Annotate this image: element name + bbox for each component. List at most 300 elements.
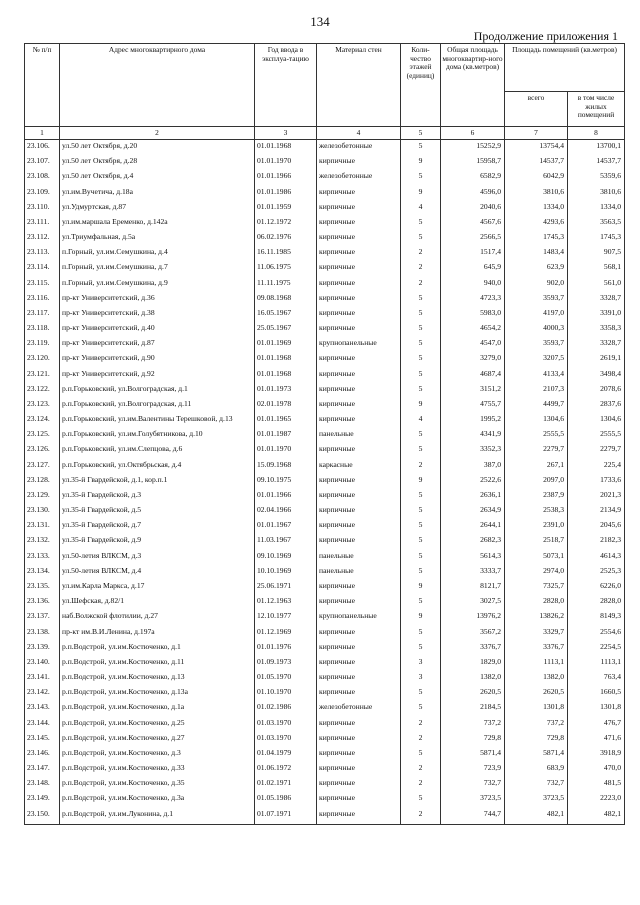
floor-count: 5 bbox=[401, 687, 441, 702]
header-premises-area: Площадь помещений (кв.метров) bbox=[505, 44, 625, 92]
floor-count: 5 bbox=[401, 369, 441, 384]
wall-material: кирпичные bbox=[317, 278, 401, 293]
address: п.Горный, ул.им.Семушкина, д.4 bbox=[60, 247, 255, 262]
table-row bbox=[25, 672, 625, 687]
premises-area-all: 3207,5 bbox=[505, 353, 568, 368]
commissioning-date: 11.11.1975 bbox=[255, 278, 317, 293]
premises-area-all: 2387,9 bbox=[505, 490, 568, 505]
table-row bbox=[25, 718, 625, 733]
row-number: 23.121. bbox=[25, 369, 60, 384]
header-year: Год ввода в эксплуа-тацию bbox=[255, 44, 317, 127]
row-number: 23.114. bbox=[25, 262, 60, 277]
row-number: 23.148. bbox=[25, 778, 60, 793]
table-row bbox=[25, 733, 625, 748]
premises-area-all: 2555,5 bbox=[505, 429, 568, 444]
premises-area-all: 1301,8 bbox=[505, 702, 568, 717]
total-area: 3567,2 bbox=[441, 627, 505, 642]
row-number: 23.109. bbox=[25, 187, 60, 202]
commissioning-date: 01.01.1973 bbox=[255, 384, 317, 399]
table-row bbox=[25, 657, 625, 672]
total-area: 645,9 bbox=[441, 262, 505, 277]
row-number: 23.124. bbox=[25, 414, 60, 429]
floor-count: 9 bbox=[401, 156, 441, 171]
total-area: 2040,6 bbox=[441, 202, 505, 217]
wall-material: железобетонные bbox=[317, 140, 401, 157]
wall-material: кирпичные bbox=[317, 505, 401, 520]
address: р.п.Водстрой, ул.им.Костюченко, д.3 bbox=[60, 748, 255, 763]
address: пр-кт Университетский, д.87 bbox=[60, 338, 255, 353]
total-area: 15958,7 bbox=[441, 156, 505, 171]
residential-area: 907,5 bbox=[568, 247, 625, 262]
premises-area-all: 1113,1 bbox=[505, 657, 568, 672]
wall-material: панельные bbox=[317, 429, 401, 444]
row-number: 23.134. bbox=[25, 566, 60, 581]
floor-count: 2 bbox=[401, 733, 441, 748]
address: п.Горный, ул.им.Семушкина, д.7 bbox=[60, 262, 255, 277]
floor-count: 2 bbox=[401, 247, 441, 262]
total-area: 5614,3 bbox=[441, 551, 505, 566]
row-number: 23.110. bbox=[25, 202, 60, 217]
floor-count: 2 bbox=[401, 460, 441, 475]
address: р.п.Водстрой, ул.им.Костюченко, д.25 bbox=[60, 718, 255, 733]
commissioning-date: 02.01.1978 bbox=[255, 399, 317, 414]
header-floors: Коли-чество этажей (единиц) bbox=[401, 44, 441, 127]
wall-material: кирпичные bbox=[317, 444, 401, 459]
wall-material: крупнопанельные bbox=[317, 338, 401, 353]
residential-area: 568,1 bbox=[568, 262, 625, 277]
address: ул.им.маршала Еременко, д.142а bbox=[60, 217, 255, 232]
premises-area-all: 732,7 bbox=[505, 778, 568, 793]
total-area: 744,7 bbox=[441, 809, 505, 825]
row-number: 23.136. bbox=[25, 596, 60, 611]
total-area: 387,0 bbox=[441, 460, 505, 475]
row-number: 23.138. bbox=[25, 627, 60, 642]
table-row bbox=[25, 262, 625, 277]
total-area: 4567,6 bbox=[441, 217, 505, 232]
residential-area: 2045,6 bbox=[568, 520, 625, 535]
address: ул.50 лет Октября, д.4 bbox=[60, 171, 255, 186]
premises-area-all: 2828,0 bbox=[505, 596, 568, 611]
residential-area: 471,6 bbox=[568, 733, 625, 748]
col-number: 1 bbox=[25, 127, 60, 140]
address: р.п.Горьковский, ул.им.Слепцова, д.6 bbox=[60, 444, 255, 459]
commissioning-date: 01.02.1971 bbox=[255, 778, 317, 793]
premises-area-all: 13826,2 bbox=[505, 611, 568, 626]
address: ул.35-й Гвардейской, д.5 bbox=[60, 505, 255, 520]
wall-material: кирпичные bbox=[317, 687, 401, 702]
commissioning-date: 01.06.1972 bbox=[255, 763, 317, 778]
table-row bbox=[25, 642, 625, 657]
residential-area: 2134,9 bbox=[568, 505, 625, 520]
row-number: 23.130. bbox=[25, 505, 60, 520]
address: р.п.Горьковский, ул.им.Валентины Терешковой, д.13 bbox=[60, 414, 255, 429]
commissioning-date: 01.01.1965 bbox=[255, 414, 317, 429]
row-number: 23.116. bbox=[25, 293, 60, 308]
premises-area-all: 2097,0 bbox=[505, 475, 568, 490]
wall-material: кирпичные bbox=[317, 293, 401, 308]
total-area: 2682,3 bbox=[441, 535, 505, 550]
wall-material: кирпичные bbox=[317, 369, 401, 384]
wall-material: кирпичные bbox=[317, 778, 401, 793]
residential-area: 2078,6 bbox=[568, 384, 625, 399]
table-row bbox=[25, 490, 625, 505]
address: ул.35-й Гвардейской, д.7 bbox=[60, 520, 255, 535]
premises-area-all: 2391,0 bbox=[505, 520, 568, 535]
floor-count: 5 bbox=[401, 793, 441, 808]
premises-area-all: 2620,5 bbox=[505, 687, 568, 702]
floor-count: 2 bbox=[401, 763, 441, 778]
wall-material: кирпичные bbox=[317, 384, 401, 399]
premises-area-all: 4000,3 bbox=[505, 323, 568, 338]
residential-area: 1334,0 bbox=[568, 202, 625, 217]
premises-area-all: 13754,4 bbox=[505, 140, 568, 157]
residential-area: 2554,6 bbox=[568, 627, 625, 642]
wall-material: кирпичные bbox=[317, 809, 401, 825]
premises-area-all: 3810,6 bbox=[505, 187, 568, 202]
total-area: 2644,1 bbox=[441, 520, 505, 535]
floor-count: 5 bbox=[401, 353, 441, 368]
total-area: 1829,0 bbox=[441, 657, 505, 672]
total-area: 3027,5 bbox=[441, 596, 505, 611]
premises-area-all: 5871,4 bbox=[505, 748, 568, 763]
wall-material: кирпичные bbox=[317, 672, 401, 687]
address: р.п.Водстрой, ул.им.Костюченко, д.35 bbox=[60, 778, 255, 793]
table-row bbox=[25, 444, 625, 459]
header-residential: в том числе жилых помещений bbox=[568, 92, 625, 127]
premises-area-all: 683,9 bbox=[505, 763, 568, 778]
row-number: 23.118. bbox=[25, 323, 60, 338]
commissioning-date: 01.12.1969 bbox=[255, 627, 317, 642]
address: ул.Триумфальная, д.5а bbox=[60, 232, 255, 247]
address: р.п.Горьковский, ул.Волгоградская, д.11 bbox=[60, 399, 255, 414]
floor-count: 3 bbox=[401, 672, 441, 687]
floor-count: 5 bbox=[401, 490, 441, 505]
premises-area-all: 2974,0 bbox=[505, 566, 568, 581]
wall-material: кирпичные bbox=[317, 733, 401, 748]
total-area: 6582,9 bbox=[441, 171, 505, 186]
commissioning-date: 02.04.1966 bbox=[255, 505, 317, 520]
residential-area: 2525,3 bbox=[568, 566, 625, 581]
row-number: 23.123. bbox=[25, 399, 60, 414]
row-number: 23.128. bbox=[25, 475, 60, 490]
commissioning-date: 01.01.1970 bbox=[255, 156, 317, 171]
row-number: 23.132. bbox=[25, 535, 60, 550]
address: р.п.Водстрой, ул.им.Костюченко, д.27 bbox=[60, 733, 255, 748]
wall-material: кирпичные bbox=[317, 793, 401, 808]
table-row bbox=[25, 232, 625, 247]
col-number: 5 bbox=[401, 127, 441, 140]
row-number: 23.141. bbox=[25, 672, 60, 687]
premises-area-all: 2107,3 bbox=[505, 384, 568, 399]
table-row bbox=[25, 338, 625, 353]
row-number: 23.129. bbox=[25, 490, 60, 505]
floor-count: 4 bbox=[401, 202, 441, 217]
floor-count: 2 bbox=[401, 809, 441, 825]
premises-area-all: 3723,5 bbox=[505, 793, 568, 808]
address: пр-кт им.В.И.Ленина, д.197а bbox=[60, 627, 255, 642]
commissioning-date: 15.09.1968 bbox=[255, 460, 317, 475]
commissioning-date: 25.06.1971 bbox=[255, 581, 317, 596]
wall-material: кирпичные bbox=[317, 763, 401, 778]
row-number: 23.119. bbox=[25, 338, 60, 353]
table-row bbox=[25, 369, 625, 384]
row-number: 23.144. bbox=[25, 718, 60, 733]
commissioning-date: 09.10.1969 bbox=[255, 551, 317, 566]
floor-count: 5 bbox=[401, 444, 441, 459]
commissioning-date: 09.08.1968 bbox=[255, 293, 317, 308]
floor-count: 5 bbox=[401, 384, 441, 399]
floor-count: 5 bbox=[401, 323, 441, 338]
commissioning-date: 10.10.1969 bbox=[255, 566, 317, 581]
residential-area: 3391,0 bbox=[568, 308, 625, 323]
commissioning-date: 01.12.1972 bbox=[255, 217, 317, 232]
floor-count: 5 bbox=[401, 520, 441, 535]
commissioning-date: 12.10.1977 bbox=[255, 611, 317, 626]
commissioning-date: 01.02.1986 bbox=[255, 702, 317, 717]
table-row bbox=[25, 414, 625, 429]
residential-area: 2837,6 bbox=[568, 399, 625, 414]
wall-material: кирпичные bbox=[317, 596, 401, 611]
row-number: 23.115. bbox=[25, 278, 60, 293]
residential-area: 6226,0 bbox=[568, 581, 625, 596]
table-row bbox=[25, 611, 625, 626]
wall-material: кирпичные bbox=[317, 232, 401, 247]
col-number: 3 bbox=[255, 127, 317, 140]
apartment-buildings-table bbox=[24, 43, 625, 825]
floor-count: 3 bbox=[401, 657, 441, 672]
floor-count: 5 bbox=[401, 551, 441, 566]
address: п.Горный, ул.им.Семушкина, д.9 bbox=[60, 278, 255, 293]
floor-count: 5 bbox=[401, 232, 441, 247]
total-area: 2566,5 bbox=[441, 232, 505, 247]
premises-area-all: 7325,7 bbox=[505, 581, 568, 596]
commissioning-date: 01.01.1967 bbox=[255, 520, 317, 535]
premises-area-all: 3376,7 bbox=[505, 642, 568, 657]
table-row bbox=[25, 475, 625, 490]
residential-area: 8149,3 bbox=[568, 611, 625, 626]
wall-material: кирпичные bbox=[317, 642, 401, 657]
commissioning-date: 01.01.1968 bbox=[255, 369, 317, 384]
table-row bbox=[25, 566, 625, 581]
table-row bbox=[25, 778, 625, 793]
total-area: 4596,0 bbox=[441, 187, 505, 202]
address: ул.35-й Гвардейской, д.1, кор.п.1 bbox=[60, 475, 255, 490]
address: ул.50-летия ВЛКСМ, д.3 bbox=[60, 551, 255, 566]
premises-area-all: 1745,3 bbox=[505, 232, 568, 247]
address: ул.35-й Гвардейской, д.3 bbox=[60, 490, 255, 505]
table-row bbox=[25, 171, 625, 186]
table-row bbox=[25, 551, 625, 566]
floor-count: 5 bbox=[401, 293, 441, 308]
address: р.п.Водстрой, ул.им.Костюченко, д.33 bbox=[60, 763, 255, 778]
table-row bbox=[25, 687, 625, 702]
wall-material: кирпичные bbox=[317, 323, 401, 338]
floor-count: 2 bbox=[401, 718, 441, 733]
total-area: 2620,5 bbox=[441, 687, 505, 702]
residential-area: 3810,6 bbox=[568, 187, 625, 202]
wall-material: кирпичные bbox=[317, 581, 401, 596]
row-number: 23.122. bbox=[25, 384, 60, 399]
floor-count: 5 bbox=[401, 505, 441, 520]
wall-material: кирпичные bbox=[317, 308, 401, 323]
premises-area-all: 902,0 bbox=[505, 278, 568, 293]
total-area: 2184,5 bbox=[441, 702, 505, 717]
table-row bbox=[25, 384, 625, 399]
commissioning-date: 16.11.1985 bbox=[255, 247, 317, 262]
total-area: 15252,9 bbox=[441, 140, 505, 157]
address: ул.50 лет Октября, д.28 bbox=[60, 156, 255, 171]
address: р.п.Водстрой, ул.им.Костюченко, д.13а bbox=[60, 687, 255, 702]
wall-material: кирпичные bbox=[317, 202, 401, 217]
residential-area: 2223,0 bbox=[568, 793, 625, 808]
table-row bbox=[25, 399, 625, 414]
total-area: 3723,5 bbox=[441, 793, 505, 808]
residential-area: 1733,6 bbox=[568, 475, 625, 490]
commissioning-date: 11.06.1975 bbox=[255, 262, 317, 277]
residential-area: 3328,7 bbox=[568, 338, 625, 353]
floor-count: 5 bbox=[401, 429, 441, 444]
wall-material: кирпичные bbox=[317, 718, 401, 733]
address: р.п.Водстрой, ул.им.Костюченко, д.1а bbox=[60, 702, 255, 717]
row-number: 23.133. bbox=[25, 551, 60, 566]
total-area: 3333,7 bbox=[441, 566, 505, 581]
floor-count: 2 bbox=[401, 278, 441, 293]
address: р.п.Горьковский, ул.Октябрьская, д.4 bbox=[60, 460, 255, 475]
commissioning-date: 01.05.1970 bbox=[255, 672, 317, 687]
row-number: 23.145. bbox=[25, 733, 60, 748]
total-area: 3151,2 bbox=[441, 384, 505, 399]
address: ул.50 лет Октября, д.20 bbox=[60, 140, 255, 157]
row-number: 23.108. bbox=[25, 171, 60, 186]
header-total-area: Общая площадь многоквартир-ного дома (кв.метров) bbox=[441, 44, 505, 127]
floor-count: 9 bbox=[401, 475, 441, 490]
address: пр-кт Университетский, д.90 bbox=[60, 353, 255, 368]
table-row bbox=[25, 323, 625, 338]
table-row bbox=[25, 793, 625, 808]
wall-material: кирпичные bbox=[317, 475, 401, 490]
address: пр-кт Университетский, д.40 bbox=[60, 323, 255, 338]
residential-area: 1660,5 bbox=[568, 687, 625, 702]
total-area: 4755,7 bbox=[441, 399, 505, 414]
total-area: 723,9 bbox=[441, 763, 505, 778]
address: р.п.Горьковский, ул.им.Голубятникова, д.10 bbox=[60, 429, 255, 444]
commissioning-date: 16.05.1967 bbox=[255, 308, 317, 323]
residential-area: 13700,1 bbox=[568, 140, 625, 157]
header-address: Адрес многоквартирного дома bbox=[60, 44, 255, 127]
residential-area: 1301,8 bbox=[568, 702, 625, 717]
row-number: 23.126. bbox=[25, 444, 60, 459]
commissioning-date: 06.02.1976 bbox=[255, 232, 317, 247]
col-number: 6 bbox=[441, 127, 505, 140]
total-area: 4723,3 bbox=[441, 293, 505, 308]
premises-area-all: 3329,7 bbox=[505, 627, 568, 642]
table-row bbox=[25, 140, 625, 157]
premises-area-all: 4197,0 bbox=[505, 308, 568, 323]
col-number: 2 bbox=[60, 127, 255, 140]
residential-area: 470,0 bbox=[568, 763, 625, 778]
residential-area: 3563,5 bbox=[568, 217, 625, 232]
table-row bbox=[25, 809, 625, 825]
table-row bbox=[25, 308, 625, 323]
row-number: 23.149. bbox=[25, 793, 60, 808]
table-row bbox=[25, 217, 625, 232]
table-row bbox=[25, 596, 625, 611]
row-number: 23.143. bbox=[25, 702, 60, 717]
row-number: 23.107. bbox=[25, 156, 60, 171]
premises-area-all: 5073,1 bbox=[505, 551, 568, 566]
wall-material: кирпичные bbox=[317, 520, 401, 535]
commissioning-date: 01.07.1971 bbox=[255, 809, 317, 825]
total-area: 737,2 bbox=[441, 718, 505, 733]
premises-area-all: 2538,3 bbox=[505, 505, 568, 520]
commissioning-date: 01.09.1973 bbox=[255, 657, 317, 672]
total-area: 4687,4 bbox=[441, 369, 505, 384]
total-area: 4341,9 bbox=[441, 429, 505, 444]
table-row bbox=[25, 278, 625, 293]
residential-area: 476,7 bbox=[568, 718, 625, 733]
wall-material: кирпичные bbox=[317, 262, 401, 277]
row-number: 23.112. bbox=[25, 232, 60, 247]
address: ул.Удмуртская, д.87 bbox=[60, 202, 255, 217]
total-area: 3352,3 bbox=[441, 444, 505, 459]
commissioning-date: 01.03.1970 bbox=[255, 718, 317, 733]
table-row bbox=[25, 429, 625, 444]
total-area: 732,7 bbox=[441, 778, 505, 793]
residential-area: 225,4 bbox=[568, 460, 625, 475]
premises-area-all: 4499,7 bbox=[505, 399, 568, 414]
row-number: 23.146. bbox=[25, 748, 60, 763]
floor-count: 5 bbox=[401, 535, 441, 550]
total-area: 940,0 bbox=[441, 278, 505, 293]
premises-area-all: 729,8 bbox=[505, 733, 568, 748]
row-number: 23.147. bbox=[25, 763, 60, 778]
floor-count: 9 bbox=[401, 399, 441, 414]
row-number: 23.127. bbox=[25, 460, 60, 475]
premises-area-all: 737,2 bbox=[505, 718, 568, 733]
wall-material: панельные bbox=[317, 566, 401, 581]
floor-count: 5 bbox=[401, 596, 441, 611]
commissioning-date: 09.10.1975 bbox=[255, 475, 317, 490]
wall-material: кирпичные bbox=[317, 217, 401, 232]
floor-count: 5 bbox=[401, 217, 441, 232]
table-row bbox=[25, 247, 625, 262]
table-row bbox=[25, 702, 625, 717]
row-number: 23.113. bbox=[25, 247, 60, 262]
wall-material: железобетонные bbox=[317, 702, 401, 717]
residential-area: 14537,7 bbox=[568, 156, 625, 171]
wall-material: кирпичные bbox=[317, 156, 401, 171]
residential-area: 763,4 bbox=[568, 672, 625, 687]
wall-material: кирпичные bbox=[317, 247, 401, 262]
total-area: 4654,2 bbox=[441, 323, 505, 338]
table-row bbox=[25, 627, 625, 642]
wall-material: кирпичные bbox=[317, 353, 401, 368]
commissioning-date: 01.01.1968 bbox=[255, 140, 317, 157]
residential-area: 482,1 bbox=[568, 809, 625, 825]
floor-count: 9 bbox=[401, 187, 441, 202]
wall-material: железобетонные bbox=[317, 171, 401, 186]
floor-count: 5 bbox=[401, 566, 441, 581]
commissioning-date: 01.01.1966 bbox=[255, 490, 317, 505]
commissioning-date: 01.04.1979 bbox=[255, 748, 317, 763]
address: пр-кт Университетский, д.38 bbox=[60, 308, 255, 323]
total-area: 1517,4 bbox=[441, 247, 505, 262]
wall-material: кирпичные bbox=[317, 414, 401, 429]
wall-material: крупнопанельные bbox=[317, 611, 401, 626]
premises-area-all: 4293,6 bbox=[505, 217, 568, 232]
row-number: 23.142. bbox=[25, 687, 60, 702]
total-area: 3279,0 bbox=[441, 353, 505, 368]
